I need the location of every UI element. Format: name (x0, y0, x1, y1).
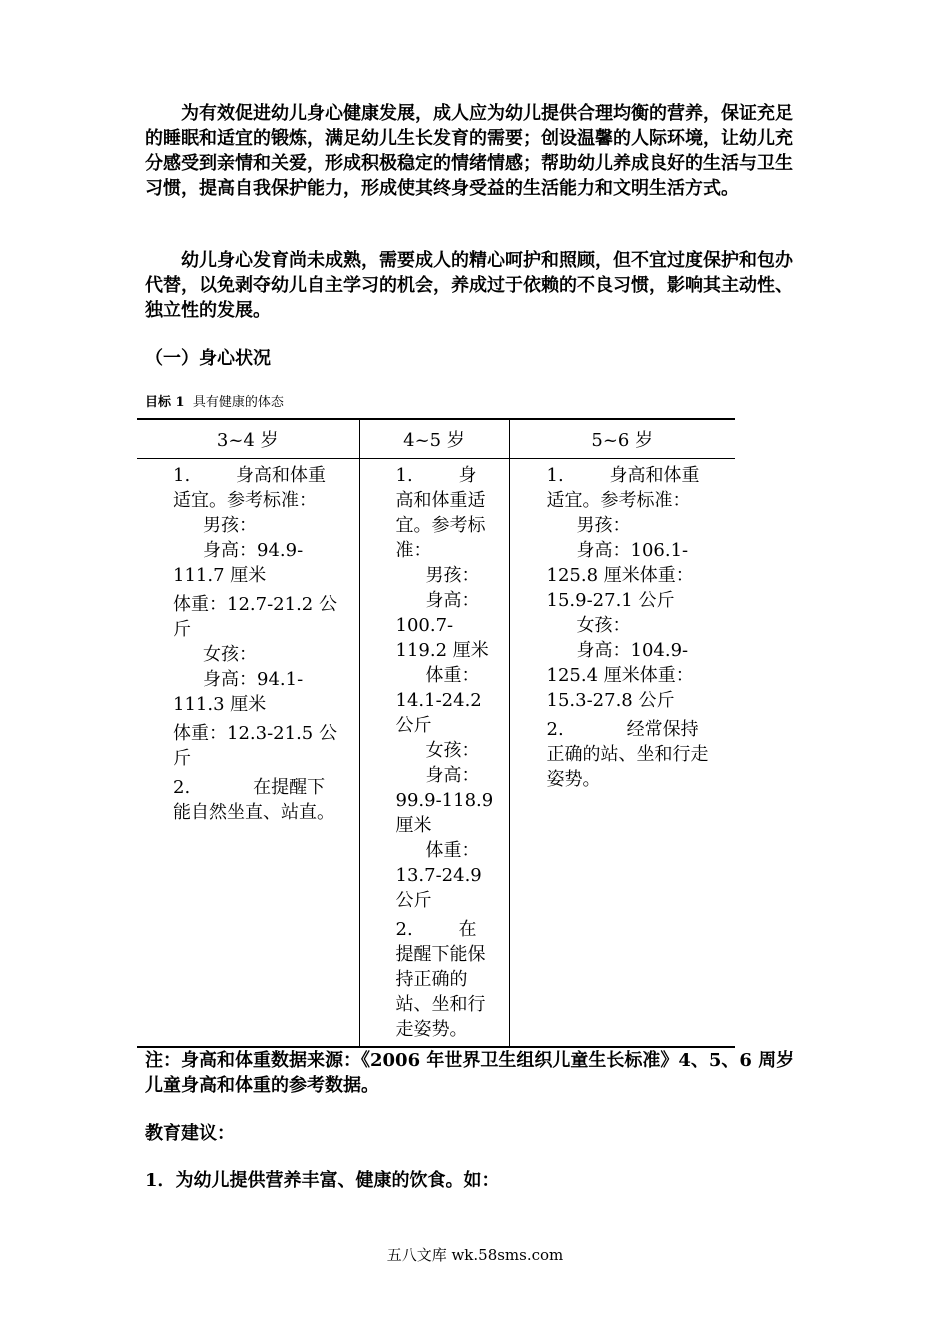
cell-line: 准： (395, 540, 432, 561)
cell-line: 厘米 (395, 815, 432, 836)
cell-line: 女孩： (425, 740, 480, 761)
cell-line: 111.3 厘米 (173, 694, 267, 715)
education-advice-title: 教育建议： (145, 1123, 235, 1144)
cell-line: 女孩： (576, 615, 631, 636)
table-caption-title: 具有健康的体态 (192, 395, 284, 410)
cell-line: 1. 身高和体重 (173, 465, 326, 486)
cell-line: 男孩： (425, 565, 480, 586)
header-age-3-4: 3~4 岁 (216, 430, 279, 451)
cell-age-3-4 (137, 459, 359, 1048)
header-age-4-5: 4~5 岁 (359, 419, 509, 459)
intro-paragraph-1-text: 为有效促进幼儿身心健康发展，成人应为幼儿提供合理均衡的营养，保证充足的睡眠和适宜的锻炼，满足幼儿生长发育的需要；创设温馨的人际环境，让幼儿充分感受到亲情和关爱，形成积极稳定的情绪情感；帮助幼儿养成良好的生活与卫生习惯，提高自我保护能力，形成使其终身受益的生活能力和文明生活方式。 (145, 103, 793, 199)
cell-line: 15.3-27.8 公斤 (546, 690, 675, 711)
intro-paragraph-2-text: 幼儿身心发育尚未成熟，需要成人的精心呵护和照顾，但不宜过度保护和包办代替，以免剥夺幼儿自主学习的机会，养成过于依赖的不良习惯，影响其主动性、独立性的发展。 (145, 250, 793, 321)
cell-age-4-5 (359, 459, 509, 1048)
cell-line: 身高：94.1- (203, 669, 304, 690)
cell-line: 身高：94.9- (203, 540, 304, 561)
cell-line: 身高：104.9- (576, 640, 689, 661)
cell-line: 斤 (173, 748, 191, 769)
cell-line: 体重： (425, 840, 480, 861)
cell-line: 适宜。参考标准： (173, 490, 317, 511)
footer-watermark: 五八文库 wk.58sms.com (386, 1246, 564, 1264)
cell-line: 体重：12.7-21.2 公 (173, 594, 337, 615)
cell-line: 14.1-24.2 (395, 690, 482, 711)
header-age-5-6: 5~6 岁 (509, 419, 735, 459)
cell-line: 男孩： (203, 515, 257, 536)
cell-line: 15.9-27.1 公斤 (546, 590, 675, 611)
goal-table (137, 418, 735, 1048)
cell-line: 99.9-118.9 (395, 790, 494, 811)
cell-line: 119.2 厘米 (395, 640, 489, 661)
table-caption-label: 目标 1 (145, 395, 185, 410)
cell-line: 身高： (425, 765, 480, 786)
cell-line: 斤 (173, 619, 191, 640)
cell-line: 正确的站、坐和行走 (546, 744, 709, 765)
cell-line: 高和体重适 (395, 490, 486, 511)
education-advice-item-1: 1．为幼儿提供营养丰富、健康的饮食。如： (145, 1170, 500, 1191)
cell-line: 能自然坐直、站直。 (173, 802, 335, 823)
cell-line: 2. 在 (395, 919, 477, 940)
cell-line: 身高：106.1- (576, 540, 689, 561)
cell-line: 走姿势。 (395, 1019, 468, 1040)
cell-line: 站、坐和行 (395, 994, 486, 1015)
cell-line: 公斤 (395, 890, 432, 911)
cell-line: 持正确的 (395, 969, 468, 990)
cell-line: 13.7-24.9 (395, 865, 482, 886)
section-title: （一）身心状况 (145, 348, 271, 369)
cell-line: 男孩： (576, 515, 631, 536)
cell-line: 提醒下能保 (395, 944, 486, 965)
cell-line: 2. 经常保持 (546, 719, 699, 740)
cell-line: 100.7- (395, 615, 454, 636)
table-header-row (137, 419, 735, 459)
cell-line: 公斤 (395, 715, 432, 736)
cell-age-5-6 (509, 459, 735, 1048)
cell-line: 宜。参考标 (395, 515, 486, 536)
cell-line: 女孩： (203, 644, 257, 665)
cell-line: 适宜。参考标准： (546, 490, 691, 511)
cell-line: 111.7 厘米 (173, 565, 267, 586)
table-caption (145, 394, 284, 412)
cell-line: 体重：12.3-21.5 公 (173, 723, 337, 744)
intro-paragraph-2 (145, 248, 805, 323)
cell-line: 身高： (425, 590, 480, 611)
cell-line: 体重： (425, 665, 480, 686)
intro-paragraph-1 (145, 101, 805, 201)
cell-line: 125.8 厘米体重： (546, 565, 694, 586)
table-row (137, 459, 735, 1048)
data-source-note: 注：身高和体重数据来源：《2006 年世界卫生组织儿童生长标准》4、5、6 周岁儿童身高和体重的参考数据。 (145, 1050, 795, 1096)
cell-line: 2. 在提醒下 (173, 777, 326, 798)
cell-line: 1. 身 (395, 465, 477, 486)
cell-line: 姿势。 (546, 769, 601, 790)
cell-line: 1. 身高和体重 (546, 465, 700, 486)
cell-line: 125.4 厘米体重： (546, 665, 694, 686)
